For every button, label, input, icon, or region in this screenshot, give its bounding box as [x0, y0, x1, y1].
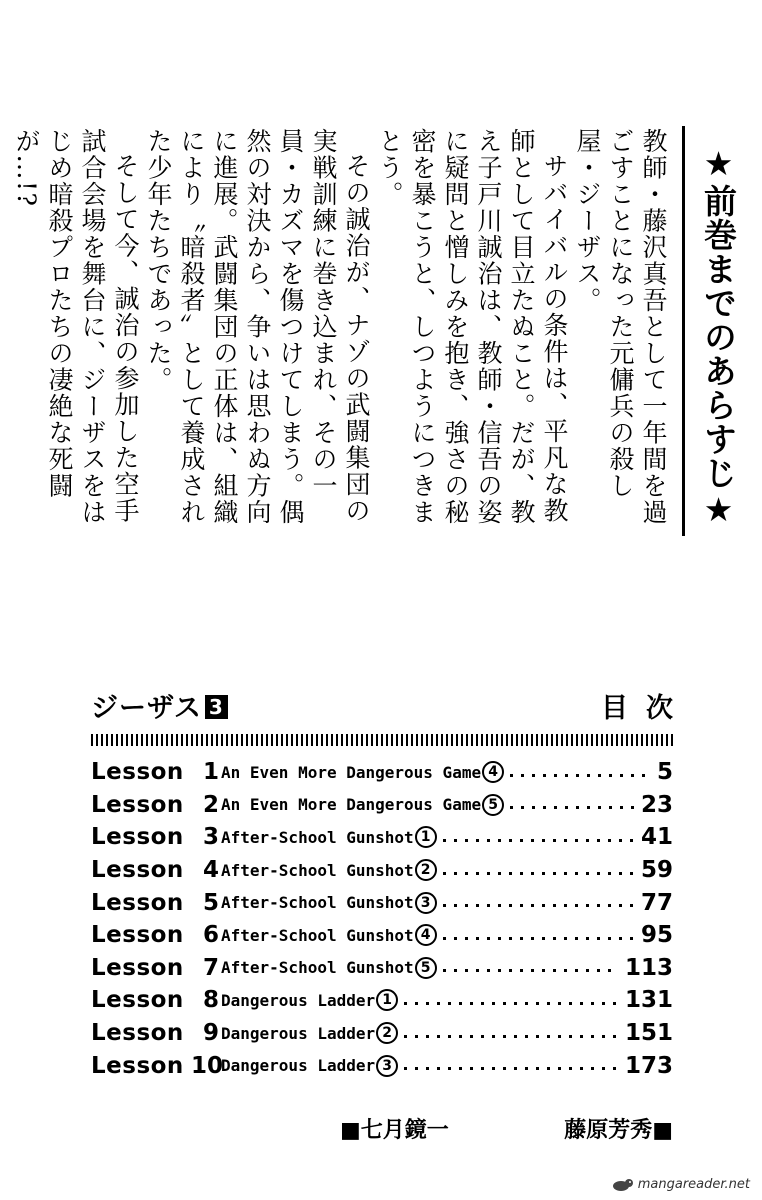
- credits: [340, 1113, 673, 1145]
- synopsis: [12, 126, 738, 536]
- toc-row[interactable]: [91, 886, 673, 919]
- part-number-circle: 3: [415, 892, 437, 914]
- part-number-circle: 4: [415, 924, 437, 946]
- page-number: 77: [640, 889, 673, 916]
- lesson-title: After-School Gunshot: [221, 860, 414, 880]
- toc-row[interactable]: [91, 756, 673, 789]
- toc-row[interactable]: [91, 984, 673, 1017]
- part-number-circle: 3: [376, 1055, 398, 1077]
- toc-row[interactable]: [91, 1017, 673, 1050]
- page-number: 113: [624, 954, 673, 981]
- series-name: ジーザス: [91, 693, 202, 724]
- page-number: 131: [624, 987, 673, 1014]
- dot-leader: [510, 806, 635, 809]
- lesson-label: Lesson: [91, 889, 184, 916]
- lesson-title: After-School Gunshot: [221, 893, 414, 913]
- part-number-circle: 2: [376, 1022, 398, 1044]
- page-number: 173: [624, 1052, 673, 1079]
- dot-leader: [404, 1035, 619, 1038]
- lesson-label: Lesson: [91, 1052, 184, 1079]
- manga-logo-icon: [611, 1178, 635, 1192]
- toc-row[interactable]: [91, 854, 673, 887]
- dot-leader: [404, 1067, 619, 1070]
- lesson-label: Lesson: [91, 759, 184, 786]
- dot-leader: [404, 1002, 619, 1005]
- lesson-number: 7: [202, 954, 219, 981]
- credit-artist: 藤原芳秀■: [564, 1117, 673, 1143]
- page-number: 23: [640, 791, 673, 818]
- lesson-label: Lesson: [91, 791, 184, 818]
- lesson-number: 8: [202, 987, 219, 1014]
- toc-row[interactable]: [91, 789, 673, 822]
- dot-leader: [443, 969, 619, 972]
- part-number-circle: 5: [482, 794, 504, 816]
- toc-header: [91, 686, 691, 726]
- dot-leader: [443, 872, 635, 875]
- watermark-text: mangareader.net: [637, 1177, 750, 1192]
- lesson-number: 5: [202, 889, 219, 916]
- lesson-label: Lesson: [91, 857, 184, 884]
- lesson-number: 2: [202, 791, 219, 818]
- dot-leader: [443, 937, 635, 940]
- toc-row[interactable]: [91, 919, 673, 952]
- synopsis-title-box: [682, 126, 738, 536]
- synopsis-title: ★前巻までのあらすじ★: [699, 144, 738, 530]
- synopsis-paragraph: そして今、誠治の参加した空手試合会場を舞台に、ジーザスをはじめ暗殺プロたちの凄絶な死闘が…!?: [12, 128, 140, 526]
- lesson-title: After-School Gunshot: [221, 827, 414, 847]
- series-title: [91, 686, 228, 725]
- synopsis-paragraph: その誠治が、ナゾの武闘集団の実戦訓練に巻き込まれ、その一員・カズマを傷つけてしまう。偶然の対決から、争いは思わぬ方向に進展。武闘集団の正体は、組織により〝暗殺者〟として養成された少年たちであった。: [144, 128, 371, 526]
- part-number-circle: 1: [415, 826, 437, 848]
- lesson-number: 1: [202, 759, 219, 786]
- page-number: 59: [640, 857, 673, 884]
- decorative-rule: [91, 734, 673, 746]
- lesson-number: 9: [202, 1020, 219, 1047]
- page-number: 95: [640, 922, 673, 949]
- synopsis-paragraph: サバイバルの条件は、平凡な教師として目立たぬこと。だが、教え子戸川誠治は、教師・信吾の姿に疑問と憎しみを抱き、強さの秘密を暴こうと、しつようにつきまとう。: [375, 128, 569, 526]
- dot-leader: [510, 774, 651, 777]
- part-number-circle: 4: [482, 761, 504, 783]
- part-number-circle: 2: [415, 859, 437, 881]
- lesson-number: 6: [202, 922, 219, 949]
- lesson-label: Lesson: [91, 922, 184, 949]
- toc-row[interactable]: [91, 1049, 673, 1082]
- synopsis-paragraph: 教師・藤沢真吾として一年間を過ごすことになった元傭兵の殺し屋・ジーザス。: [573, 128, 668, 526]
- lesson-number: 10: [191, 1052, 224, 1079]
- lesson-title: After-School Gunshot: [221, 958, 414, 978]
- lesson-title: An Even More Dangerous Game: [221, 795, 482, 815]
- lesson-title: An Even More Dangerous Game: [221, 762, 482, 782]
- lesson-title: Dangerous Ladder: [221, 990, 376, 1010]
- lesson-label: Lesson: [91, 824, 184, 851]
- lesson-title: Dangerous Ladder: [221, 1023, 376, 1043]
- toc-row[interactable]: [91, 821, 673, 854]
- dot-leader: [443, 839, 635, 842]
- dot-leader: [443, 904, 635, 907]
- toc-list: [91, 756, 673, 1082]
- lesson-title: After-School Gunshot: [221, 925, 414, 945]
- toc-row[interactable]: [91, 952, 673, 985]
- watermark: [611, 1177, 750, 1192]
- lesson-number: 3: [202, 824, 219, 851]
- lesson-title: Dangerous Ladder: [221, 1056, 376, 1076]
- lesson-label: Lesson: [91, 987, 184, 1014]
- page-number: 41: [640, 824, 673, 851]
- page-number: 5: [656, 759, 673, 786]
- credit-writer: ■七月鏡一: [340, 1117, 449, 1143]
- lesson-label: Lesson: [91, 1020, 184, 1047]
- toc-heading: 目次: [601, 693, 691, 724]
- volume-badge: 3: [205, 695, 228, 719]
- lesson-label: Lesson: [91, 954, 184, 981]
- part-number-circle: 1: [376, 989, 398, 1011]
- page-number: 151: [624, 1020, 673, 1047]
- part-number-circle: 5: [415, 957, 437, 979]
- synopsis-body: [12, 128, 670, 533]
- lesson-number: 4: [202, 857, 219, 884]
